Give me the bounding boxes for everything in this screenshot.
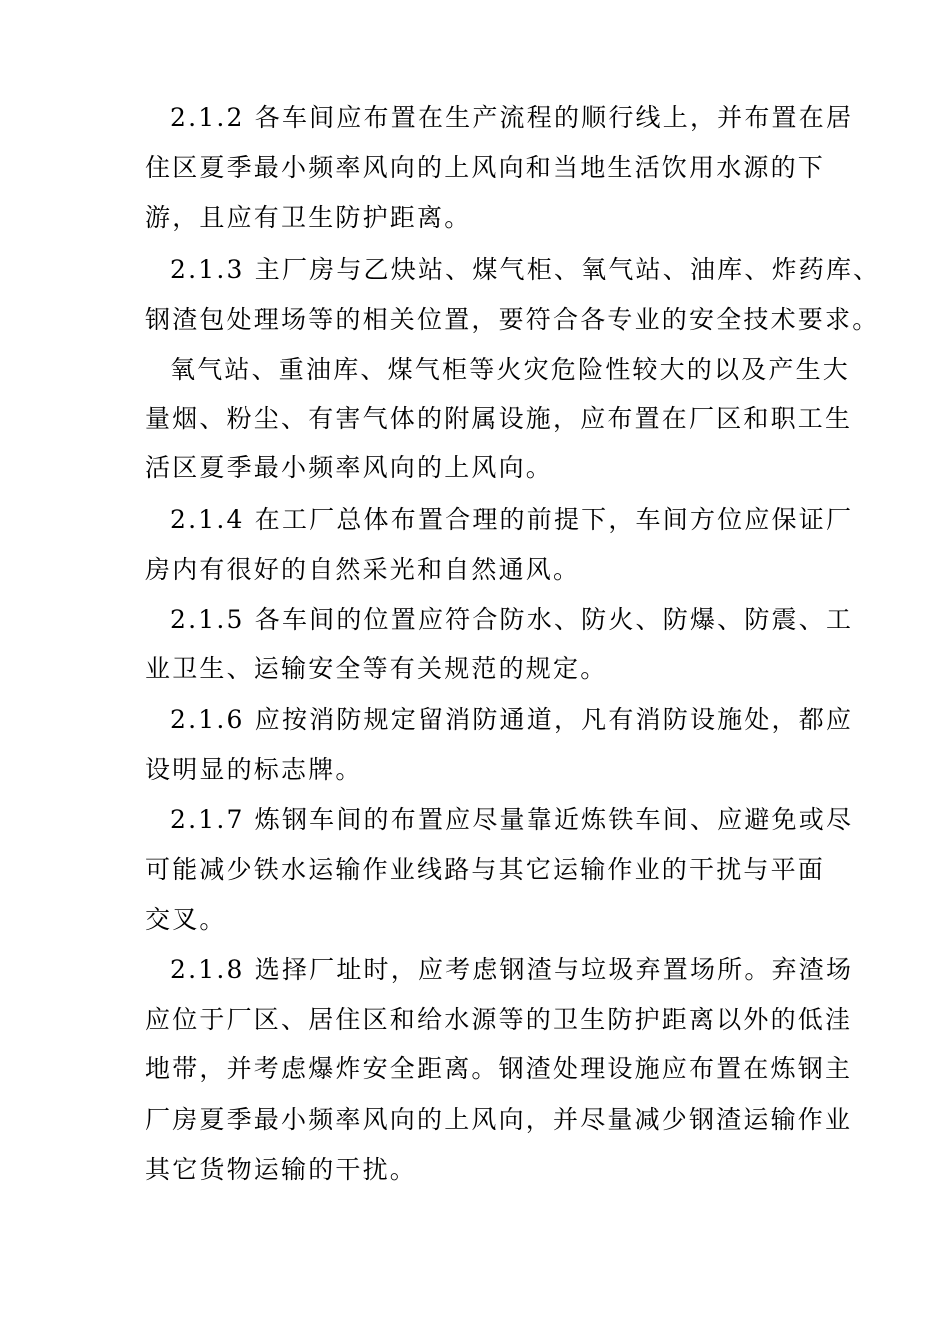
text-line: 2.1.7 炼钢车间的布置应尽量靠近炼铁车间、应避免或尽: [170, 805, 854, 834]
text-line: 2.1.2 各车间应布置在生产流程的顺行线上，并布置在居: [170, 103, 854, 132]
text-line: 2.1.5 各车间的位置应符合防水、防火、防爆、防震、工: [170, 605, 854, 634]
text-line: 设明显的标志牌。: [145, 755, 363, 784]
text-line: 2.1.4 在工厂总体布置合理的前提下，车间方位应保证厂: [170, 505, 854, 534]
text-line: 2.1.8 选择厂址时，应考虑钢渣与垃圾弃置场所。弃渣场: [170, 955, 854, 984]
text-line: 活区夏季最小频率风向的上风向。: [145, 453, 554, 482]
text-line: 2.1.3 主厂房与乙炔站、煤气柜、氧气站、油库、炸药库、: [170, 255, 881, 284]
text-line: 游，且应有卫生防护距离。: [145, 203, 472, 232]
text-line: 厂房夏季最小频率风向的上风向，并尽量减少钢渣运输作业: [145, 1105, 853, 1134]
text-line: 2.1.6 应按消防规定留消防通道，凡有消防设施处，都应: [170, 705, 854, 734]
text-line: 业卫生、运输安全等有关规范的规定。: [145, 654, 608, 683]
text-line: 氧气站、重油库、煤气柜等火灾危险性较大的以及产生大: [170, 355, 851, 384]
text-line: 房内有很好的自然采光和自然通风。: [145, 555, 581, 584]
text-line: 交叉。: [145, 905, 227, 934]
text-line: 量烟、粉尘、有害气体的附属设施，应布置在厂区和职工生: [145, 404, 853, 433]
text-line: 其它货物运输的干扰。: [145, 1155, 418, 1184]
text-line: 钢渣包处理场等的相关位置，要符合各专业的安全技术要求。: [145, 305, 880, 334]
text-line: 可能减少铁水运输作业线路与其它运输作业的干扰与平面: [145, 855, 826, 884]
text-line: 住区夏季最小频率风向的上风向和当地生活饮用水源的下: [145, 153, 826, 182]
text-line: 应位于厂区、居住区和给水源等的卫生防护距离以外的低洼: [145, 1005, 853, 1034]
text-line: 地带，并考虑爆炸安全距离。钢渣处理设施应布置在炼钢主: [145, 1054, 853, 1083]
